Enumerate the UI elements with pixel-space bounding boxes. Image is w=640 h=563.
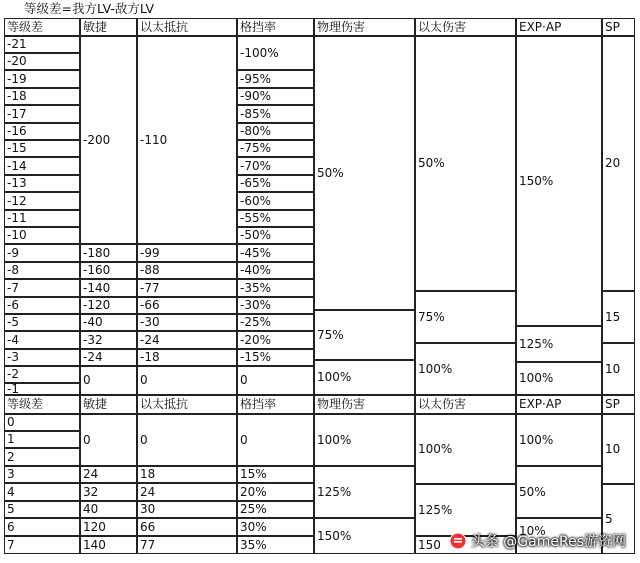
sp-cell: 5 <box>602 484 635 554</box>
level-cell: -12 <box>4 192 80 210</box>
level-cell: -6 <box>4 297 80 314</box>
level-cell: 4 <box>4 483 80 501</box>
exp-ap-cell: 100% <box>516 362 602 395</box>
ether-resist-cell: -77 <box>137 279 237 297</box>
agility-cell: -40 <box>80 314 137 331</box>
header-agility: 敏捷 <box>80 395 137 414</box>
ether-damage-cell: 150 <box>415 536 516 554</box>
header-ether-resist: 以太抵抗 <box>137 18 237 36</box>
header-agility: 敏捷 <box>80 18 137 36</box>
agility-cell: 120 <box>80 518 137 536</box>
header-exp-ap: EXP·AP <box>516 395 602 414</box>
block-rate-cell: -85% <box>237 105 314 123</box>
block-rate-cell: -15% <box>237 349 314 366</box>
ether-resist-cell: -30 <box>137 314 237 331</box>
level-cell: 3 <box>4 466 80 483</box>
block-rate-cell: -75% <box>237 140 314 157</box>
block-rate-cell: -55% <box>237 210 314 227</box>
level-cell: 6 <box>4 518 80 536</box>
ether-resist-cell: 24 <box>137 483 237 501</box>
block-rate-cell: 0 <box>237 366 314 395</box>
header-level-diff: 等级差 <box>4 18 80 36</box>
ether-resist-cell: 30 <box>137 501 237 518</box>
ether-resist-cell: -99 <box>137 244 237 262</box>
physical-damage-cell: 100% <box>314 414 415 466</box>
header-level-diff: 等级差 <box>4 395 80 414</box>
level-cell: 1 <box>4 431 80 448</box>
block-rate-cell: 35% <box>237 536 314 554</box>
ether-resist-cell: -110 <box>137 36 237 244</box>
sp-cell: 15 <box>602 291 635 343</box>
agility-cell: 32 <box>80 483 137 501</box>
agility-cell: -140 <box>80 279 137 297</box>
ether-resist-cell: -88 <box>137 262 237 279</box>
toutiao-logo-icon <box>449 532 467 550</box>
watermark <box>449 531 626 551</box>
block-rate-cell: -80% <box>237 123 314 140</box>
watermark-text: 头条 @GameRes游资网 <box>470 534 626 550</box>
header-ether-resist: 以太抵抗 <box>137 395 237 414</box>
ether-damage-cell: 75% <box>415 291 516 343</box>
level-cell: -21 <box>4 36 80 53</box>
level-cell: 2 <box>4 448 80 466</box>
exp-ap-cell: 125% <box>516 326 602 362</box>
agility-cell: 0 <box>80 366 137 395</box>
block-rate-cell: -95% <box>237 70 314 88</box>
agility-cell: -120 <box>80 297 137 314</box>
ether-resist-cell: -66 <box>137 297 237 314</box>
block-rate-cell: -20% <box>237 331 314 349</box>
block-rate-cell: -40% <box>237 262 314 279</box>
agility-cell: -32 <box>80 331 137 349</box>
header-physical-damage: 物理伤害 <box>314 395 415 414</box>
physical-damage-cell: 50% <box>314 36 415 310</box>
ether-resist-cell: 77 <box>137 536 237 554</box>
level-cell: -18 <box>4 88 80 105</box>
exp-ap-cell: 150% <box>516 36 602 326</box>
ether-resist-cell: 18 <box>137 466 237 483</box>
sp-cell: 20 <box>602 36 635 291</box>
ether-resist-cell: -24 <box>137 331 237 349</box>
agility-cell: -200 <box>80 36 137 244</box>
physical-damage-cell: 75% <box>314 310 415 360</box>
block-rate-cell: 25% <box>237 501 314 518</box>
block-rate-cell: -70% <box>237 157 314 175</box>
level-cell: -20 <box>4 53 80 70</box>
physical-damage-cell: 125% <box>314 466 415 518</box>
block-rate-cell: -50% <box>237 227 314 244</box>
agility-cell: -160 <box>80 262 137 279</box>
sp-cell: 10 <box>602 343 635 395</box>
agility-cell: 40 <box>80 501 137 518</box>
agility-cell: -180 <box>80 244 137 262</box>
block-rate-cell: 20% <box>237 483 314 501</box>
level-cell: -4 <box>4 331 80 349</box>
table-caption: 等级差=我方LV-敌方LV <box>24 1 155 16</box>
exp-ap-cell: 50% <box>516 466 602 518</box>
level-cell: -13 <box>4 175 80 192</box>
block-rate-cell: -35% <box>237 279 314 297</box>
ether-damage-cell: 100% <box>415 343 516 395</box>
block-rate-cell: 0 <box>237 414 314 466</box>
block-rate-cell: -100% <box>237 36 314 70</box>
level-cell: -11 <box>4 210 80 227</box>
block-rate-cell: -25% <box>237 314 314 331</box>
header-sp: SP <box>602 395 635 414</box>
agility-cell: -24 <box>80 349 137 366</box>
ether-resist-cell: 66 <box>137 518 237 536</box>
header-ether-damage: 以太伤害 <box>415 395 516 414</box>
level-cell: 0 <box>4 414 80 431</box>
level-cell: -3 <box>4 349 80 366</box>
block-rate-cell: -30% <box>237 297 314 314</box>
block-rate-cell: -45% <box>237 244 314 262</box>
level-cell: 7 <box>4 536 80 554</box>
level-cell: -2 <box>4 366 80 383</box>
ether-damage-cell: 125% <box>415 484 516 536</box>
ether-resist-cell: 0 <box>137 414 237 466</box>
block-rate-cell: -90% <box>237 88 314 105</box>
level-cell: -9 <box>4 244 80 262</box>
agility-cell: 140 <box>80 536 137 554</box>
level-cell: -1 <box>4 383 80 395</box>
header-ether-damage: 以太伤害 <box>415 18 516 36</box>
ether-damage-cell: 100% <box>415 414 516 484</box>
header-physical-damage: 物理伤害 <box>314 18 415 36</box>
level-cell: -15 <box>4 140 80 157</box>
level-cell: -8 <box>4 262 80 279</box>
agility-cell: 0 <box>80 414 137 466</box>
level-cell: 5 <box>4 501 80 518</box>
level-cell: -14 <box>4 157 80 175</box>
level-cell: -7 <box>4 279 80 297</box>
agility-cell: 24 <box>80 466 137 483</box>
physical-damage-cell: 100% <box>314 360 415 395</box>
level-cell: -16 <box>4 123 80 140</box>
level-cell: -17 <box>4 105 80 123</box>
block-rate-cell: -60% <box>237 192 314 210</box>
header-block-rate: 格挡率 <box>237 395 314 414</box>
header-exp-ap: EXP·AP <box>516 18 602 36</box>
level-cell: -10 <box>4 227 80 244</box>
header-block-rate: 格挡率 <box>237 18 314 36</box>
level-cell: -5 <box>4 314 80 331</box>
block-rate-cell: -65% <box>237 175 314 192</box>
sp-cell: 10 <box>602 414 635 484</box>
block-rate-cell: 15% <box>237 466 314 483</box>
physical-damage-cell: 150% <box>314 518 415 554</box>
block-rate-cell: 30% <box>237 518 314 536</box>
header-sp: SP <box>602 18 635 36</box>
ether-resist-cell: 0 <box>137 366 237 395</box>
ether-resist-cell: -18 <box>137 349 237 366</box>
exp-ap-cell: 10% <box>516 518 602 554</box>
ether-damage-cell: 50% <box>415 36 516 291</box>
level-cell: -19 <box>4 70 80 88</box>
exp-ap-cell: 100% <box>516 414 602 466</box>
level-difference-table <box>4 18 635 554</box>
